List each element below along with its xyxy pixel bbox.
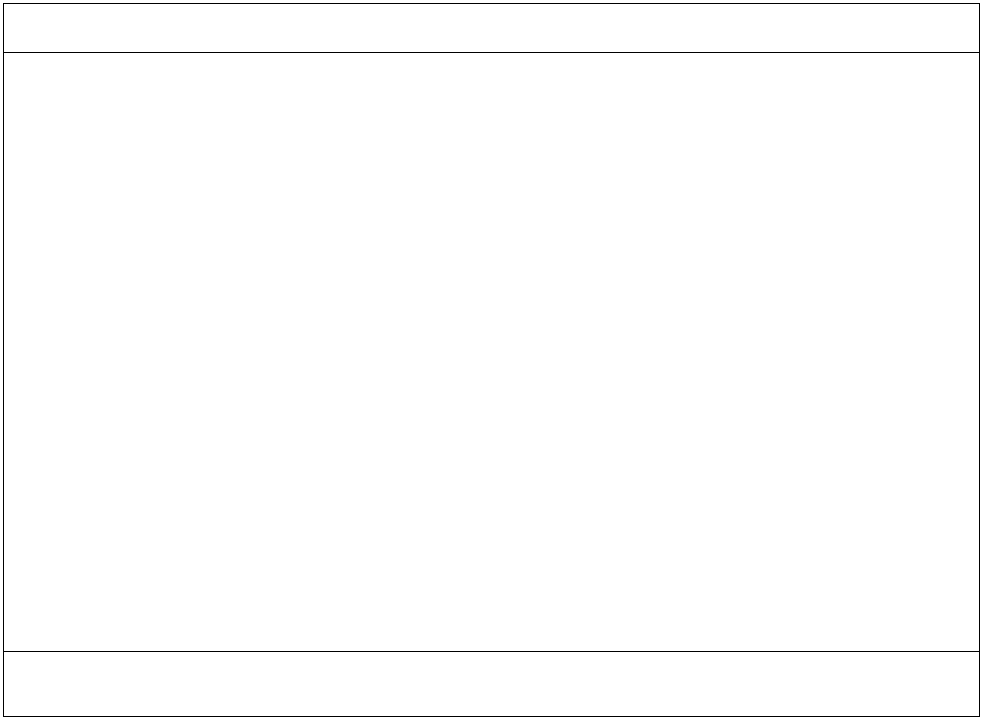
chart-title <box>4 4 979 53</box>
size-chart <box>3 3 980 717</box>
note-section <box>4 651 979 716</box>
